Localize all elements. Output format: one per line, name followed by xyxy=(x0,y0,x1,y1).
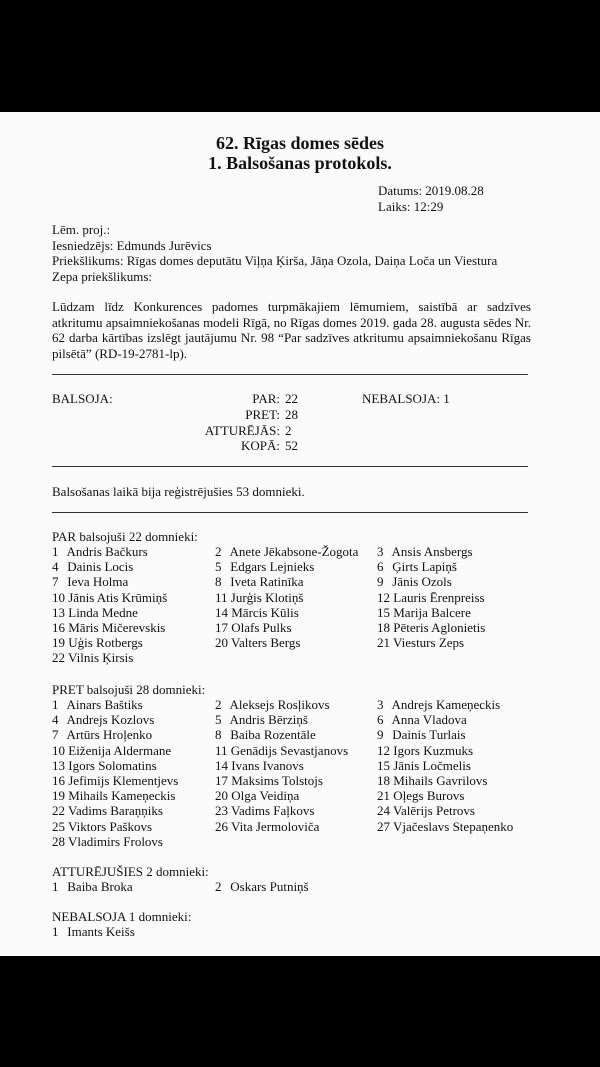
nebalsoja-heading: NEBALSOJA 1 domnieki: xyxy=(52,909,192,924)
member-entry xyxy=(52,879,215,894)
member-entry xyxy=(377,788,552,803)
member-name: Igors Kuzmuks xyxy=(393,742,474,758)
member-row xyxy=(52,559,552,574)
member-entry xyxy=(215,727,377,742)
tally-kopa-value: 52 xyxy=(285,438,298,453)
member-number: 27 xyxy=(377,818,390,834)
member-number: 1 xyxy=(52,879,59,894)
member-entry xyxy=(215,803,377,818)
member-name: Mihails Gavrilovs xyxy=(393,772,488,788)
member-name: Imants Keišs xyxy=(67,924,135,939)
member-name: Valters Bergs xyxy=(231,635,301,651)
member-name: Jānis Ozols xyxy=(392,574,452,590)
member-number: 7 xyxy=(52,727,59,743)
member-name: Linda Medne xyxy=(68,604,138,620)
member-number: 17 xyxy=(215,772,228,788)
tally-atturejas-label: ATTURĒJĀS: xyxy=(204,423,280,438)
member-number: 7 xyxy=(52,574,59,590)
member-number: 9 xyxy=(377,727,384,743)
member-name: Genādijs Sevastjanovs xyxy=(230,742,349,758)
pret-list xyxy=(52,697,552,849)
member-number: 8 xyxy=(215,727,222,743)
member-entry xyxy=(52,620,215,635)
member-row xyxy=(52,650,552,665)
member-name: Olga Veidiņa xyxy=(231,788,300,804)
member-number: 1 xyxy=(52,544,59,559)
member-entry xyxy=(377,758,552,773)
member-number: 11 xyxy=(215,589,228,605)
proposal-line1: Priekšlikums: Rīgas domes deputātu Viļņa Ķirša, Jāņa Ozola, Daiņa Loča un Viestura xyxy=(52,253,498,268)
member-name: Ivans Ivanovs xyxy=(231,757,304,773)
tally-nebalsoja: NEBALSOJA: 1 xyxy=(362,391,450,406)
member-row xyxy=(52,605,552,620)
member-entry xyxy=(52,650,215,665)
tally-atturejas-value: 2 xyxy=(285,423,292,438)
member-name: Ansis Ansbergs xyxy=(391,544,473,559)
member-number: 3 xyxy=(377,697,384,712)
member-name: Olafs Pulks xyxy=(231,619,292,635)
member-entry xyxy=(215,559,377,574)
member-row xyxy=(52,697,552,712)
member-name: Aleksejs Rosļikovs xyxy=(229,697,330,712)
member-number: 18 xyxy=(377,619,390,635)
member-name: Ieva Holma xyxy=(67,574,129,590)
member-entry xyxy=(52,574,215,589)
member-entry xyxy=(215,635,377,650)
member-name: Vadims Faļkovs xyxy=(231,803,315,819)
member-name: Vadims Baraņņiks xyxy=(68,803,163,819)
member-entry xyxy=(52,605,215,620)
member-number: 12 xyxy=(377,589,390,605)
member-number: 6 xyxy=(377,712,384,728)
member-number: 14 xyxy=(215,604,228,620)
member-entry xyxy=(215,574,377,589)
member-name: Marija Balcere xyxy=(393,604,471,620)
member-number: 20 xyxy=(215,635,228,651)
member-number: 5 xyxy=(215,712,222,728)
member-number: 17 xyxy=(215,619,228,635)
divider xyxy=(52,512,528,513)
document-title-line2: 1. Balsošanas protokols. xyxy=(208,153,392,173)
atturejusies-heading: ATTURĒJUŠIES 2 domnieki: xyxy=(52,864,209,879)
member-number: 2 xyxy=(215,697,222,712)
member-number: 11 xyxy=(215,742,228,758)
member-entry xyxy=(52,559,215,574)
member-number: 21 xyxy=(377,788,390,804)
member-number: 1 xyxy=(52,924,59,939)
member-name: Baiba Rozentāle xyxy=(230,727,316,743)
member-number: 5 xyxy=(215,559,222,575)
member-number: 14 xyxy=(215,757,228,773)
member-number: 26 xyxy=(215,818,228,834)
member-number: 13 xyxy=(52,757,65,773)
member-name: Vladimirs Frolovs xyxy=(68,833,163,849)
member-name: Ainars Baštiks xyxy=(66,697,143,712)
member-number: 13 xyxy=(52,604,65,620)
member-entry xyxy=(377,574,552,589)
member-name: Māris Mičerevskis xyxy=(68,619,166,635)
member-name: Oļegs Burovs xyxy=(393,788,465,804)
member-name: Jānis Ločmelis xyxy=(393,757,471,773)
member-number: 19 xyxy=(52,635,65,651)
member-entry xyxy=(215,697,377,712)
nebalsoja-list xyxy=(52,924,552,939)
member-row xyxy=(52,712,552,727)
member-name: Eiženija Aldermane xyxy=(68,742,172,758)
member-entry xyxy=(52,712,215,727)
member-entry xyxy=(52,743,215,758)
member-entry xyxy=(215,773,377,788)
member-name: Uģis Rotbergs xyxy=(68,635,143,651)
member-name: Jefimijs Klementjevs xyxy=(68,772,179,788)
member-name: Anete Jēkabsone-Žogota xyxy=(229,544,359,559)
member-name: Viktors Paškovs xyxy=(68,818,153,834)
member-number: 4 xyxy=(52,712,59,728)
member-row xyxy=(52,819,552,834)
member-entry xyxy=(215,788,377,803)
submitter: Iesniedzējs: Edmunds Jurēvics xyxy=(52,238,212,253)
member-row xyxy=(52,803,552,818)
member-name: Lauris Ērenpreiss xyxy=(393,589,485,605)
member-number: 20 xyxy=(215,788,228,804)
meeting-time: Laiks: 12:29 xyxy=(378,199,444,214)
member-number: 24 xyxy=(377,803,390,819)
member-number: 10 xyxy=(52,742,65,758)
member-row xyxy=(52,879,552,894)
tally-heading: BALSOJA: xyxy=(52,391,113,406)
member-name: Andris Bačkurs xyxy=(66,544,148,559)
member-name: Ģirts Lapiņš xyxy=(392,559,457,575)
member-entry xyxy=(215,544,377,559)
proposal-text: Lūdzam līdz Konkurences padomes turpmākajiem lēmumiem, saistībā ar sadzīves atkritumu apsaimniekošanas modeli Rīgā, no Rīgas domes 2019. gada 28. augusta sēdes Nr. 62 darba kārtības izslēgt jautājumu Nr. 98 “Par sadzīves atkritumu apsaimniekošanu Rīgas pilsētā” (RD-19-2781-lp). xyxy=(52,299,531,361)
member-number: 6 xyxy=(377,559,384,575)
member-entry xyxy=(215,743,377,758)
member-number: 22 xyxy=(52,803,65,819)
member-number: 4 xyxy=(52,559,59,575)
member-name: Artūrs Hroļenko xyxy=(66,727,153,743)
member-row xyxy=(52,574,552,589)
member-row xyxy=(52,544,552,559)
member-number: 28 xyxy=(52,833,65,849)
member-entry xyxy=(215,819,377,834)
member-row xyxy=(52,834,552,849)
member-entry xyxy=(377,590,552,605)
member-name: Jānis Atis Krūmiņš xyxy=(68,589,168,605)
tally-kopa-label: KOPĀ: xyxy=(240,438,280,453)
member-entry xyxy=(377,697,552,712)
member-entry xyxy=(377,773,552,788)
decision-project-label: Lēm. proj.: xyxy=(52,222,111,237)
member-name: Iveta Ratinīka xyxy=(230,574,304,590)
member-entry xyxy=(215,879,377,894)
member-number: 16 xyxy=(52,772,65,788)
member-name: Valērijs Petrovs xyxy=(393,803,475,819)
tally-pret-value: 28 xyxy=(285,407,298,422)
member-number: 10 xyxy=(52,589,65,605)
member-name: Dainis Turlais xyxy=(392,727,466,743)
member-entry xyxy=(52,803,215,818)
member-number: 22 xyxy=(52,650,65,666)
member-name: Mārcis Kūlis xyxy=(231,604,299,620)
member-row xyxy=(52,743,552,758)
member-row xyxy=(52,635,552,650)
member-number: 12 xyxy=(377,742,390,758)
member-number: 19 xyxy=(52,788,65,804)
atturejusies-list xyxy=(52,879,552,894)
meeting-date: Datums: 2019.08.28 xyxy=(378,183,484,198)
member-number: 9 xyxy=(377,574,384,590)
member-name: Viesturs Zeps xyxy=(393,635,465,651)
member-entry xyxy=(52,635,215,650)
member-entry xyxy=(377,544,552,559)
member-entry xyxy=(377,819,552,834)
proposal-line2: Zepa priekšlikums: xyxy=(52,269,153,284)
member-name: Vjačeslavs Stepaņenko xyxy=(393,818,514,834)
member-entry xyxy=(52,773,215,788)
document-page xyxy=(0,112,600,956)
member-row xyxy=(52,727,552,742)
member-row xyxy=(52,924,552,939)
member-number: 15 xyxy=(377,757,390,773)
member-number: 25 xyxy=(52,818,65,834)
tally-pret-label: PRET: xyxy=(245,407,280,422)
member-entry xyxy=(52,834,215,849)
member-entry xyxy=(377,803,552,818)
member-number: 1 xyxy=(52,697,59,712)
member-entry xyxy=(215,605,377,620)
member-name: Igors Solomatins xyxy=(68,757,157,773)
member-entry xyxy=(377,712,552,727)
member-number: 21 xyxy=(377,635,390,651)
member-entry xyxy=(52,697,215,712)
member-entry xyxy=(377,635,552,650)
member-name: Andrejs Kameņeckis xyxy=(391,697,501,712)
member-row xyxy=(52,758,552,773)
divider xyxy=(52,466,528,467)
par-heading: PAR balsojuši 22 domnieki: xyxy=(52,529,198,544)
member-name: Dainis Locis xyxy=(67,559,134,575)
member-name: Baiba Broka xyxy=(67,879,133,894)
member-row xyxy=(52,773,552,788)
member-number: 2 xyxy=(215,544,222,559)
member-number: 23 xyxy=(215,803,228,819)
member-entry xyxy=(377,605,552,620)
member-name: Anna Vladova xyxy=(391,712,467,728)
member-entry xyxy=(377,743,552,758)
member-number: 15 xyxy=(377,604,390,620)
registered-count: Balsošanas laikā bija reģistrējušies 53 domnieki. xyxy=(52,484,305,499)
member-number: 18 xyxy=(377,772,390,788)
member-name: Pēteris Aglonietis xyxy=(393,619,486,635)
member-name: Mihails Kameņeckis xyxy=(68,788,176,804)
member-name: Oskars Putniņš xyxy=(230,879,309,894)
member-entry xyxy=(377,620,552,635)
member-number: 16 xyxy=(52,619,65,635)
member-number: 8 xyxy=(215,574,222,590)
member-name: Edgars Lejnieks xyxy=(230,559,315,575)
member-entry xyxy=(52,590,215,605)
member-entry xyxy=(52,788,215,803)
member-name: Vilnis Ķirsis xyxy=(68,650,134,666)
member-entry xyxy=(52,544,215,559)
member-name: Vita Jermoloviča xyxy=(231,818,320,834)
tally-par-value: 22 xyxy=(285,391,298,406)
member-entry xyxy=(215,712,377,727)
member-name: Andris Bērziņš xyxy=(229,712,308,728)
member-entry xyxy=(377,559,552,574)
member-entry xyxy=(52,758,215,773)
member-entry xyxy=(215,590,377,605)
divider xyxy=(52,374,528,375)
pret-heading: PRET balsojuši 28 domnieki: xyxy=(52,682,206,697)
member-entry xyxy=(52,727,215,742)
member-entry xyxy=(215,758,377,773)
member-row xyxy=(52,788,552,803)
member-entry xyxy=(215,620,377,635)
member-number: 2 xyxy=(215,879,222,894)
member-name: Jurģis Klotiņš xyxy=(230,589,304,605)
par-list xyxy=(52,544,552,666)
member-name: Andrejs Kozlovs xyxy=(66,712,155,728)
tally-par-label: PAR: xyxy=(252,391,280,406)
member-entry xyxy=(377,727,552,742)
member-name: Maksims Tolstojs xyxy=(231,772,323,788)
member-entry xyxy=(52,819,215,834)
member-row xyxy=(52,590,552,605)
member-row xyxy=(52,620,552,635)
document-title-line1: 62. Rīgas domes sēdes xyxy=(215,133,384,153)
member-entry xyxy=(52,924,215,939)
member-number: 3 xyxy=(377,544,384,559)
